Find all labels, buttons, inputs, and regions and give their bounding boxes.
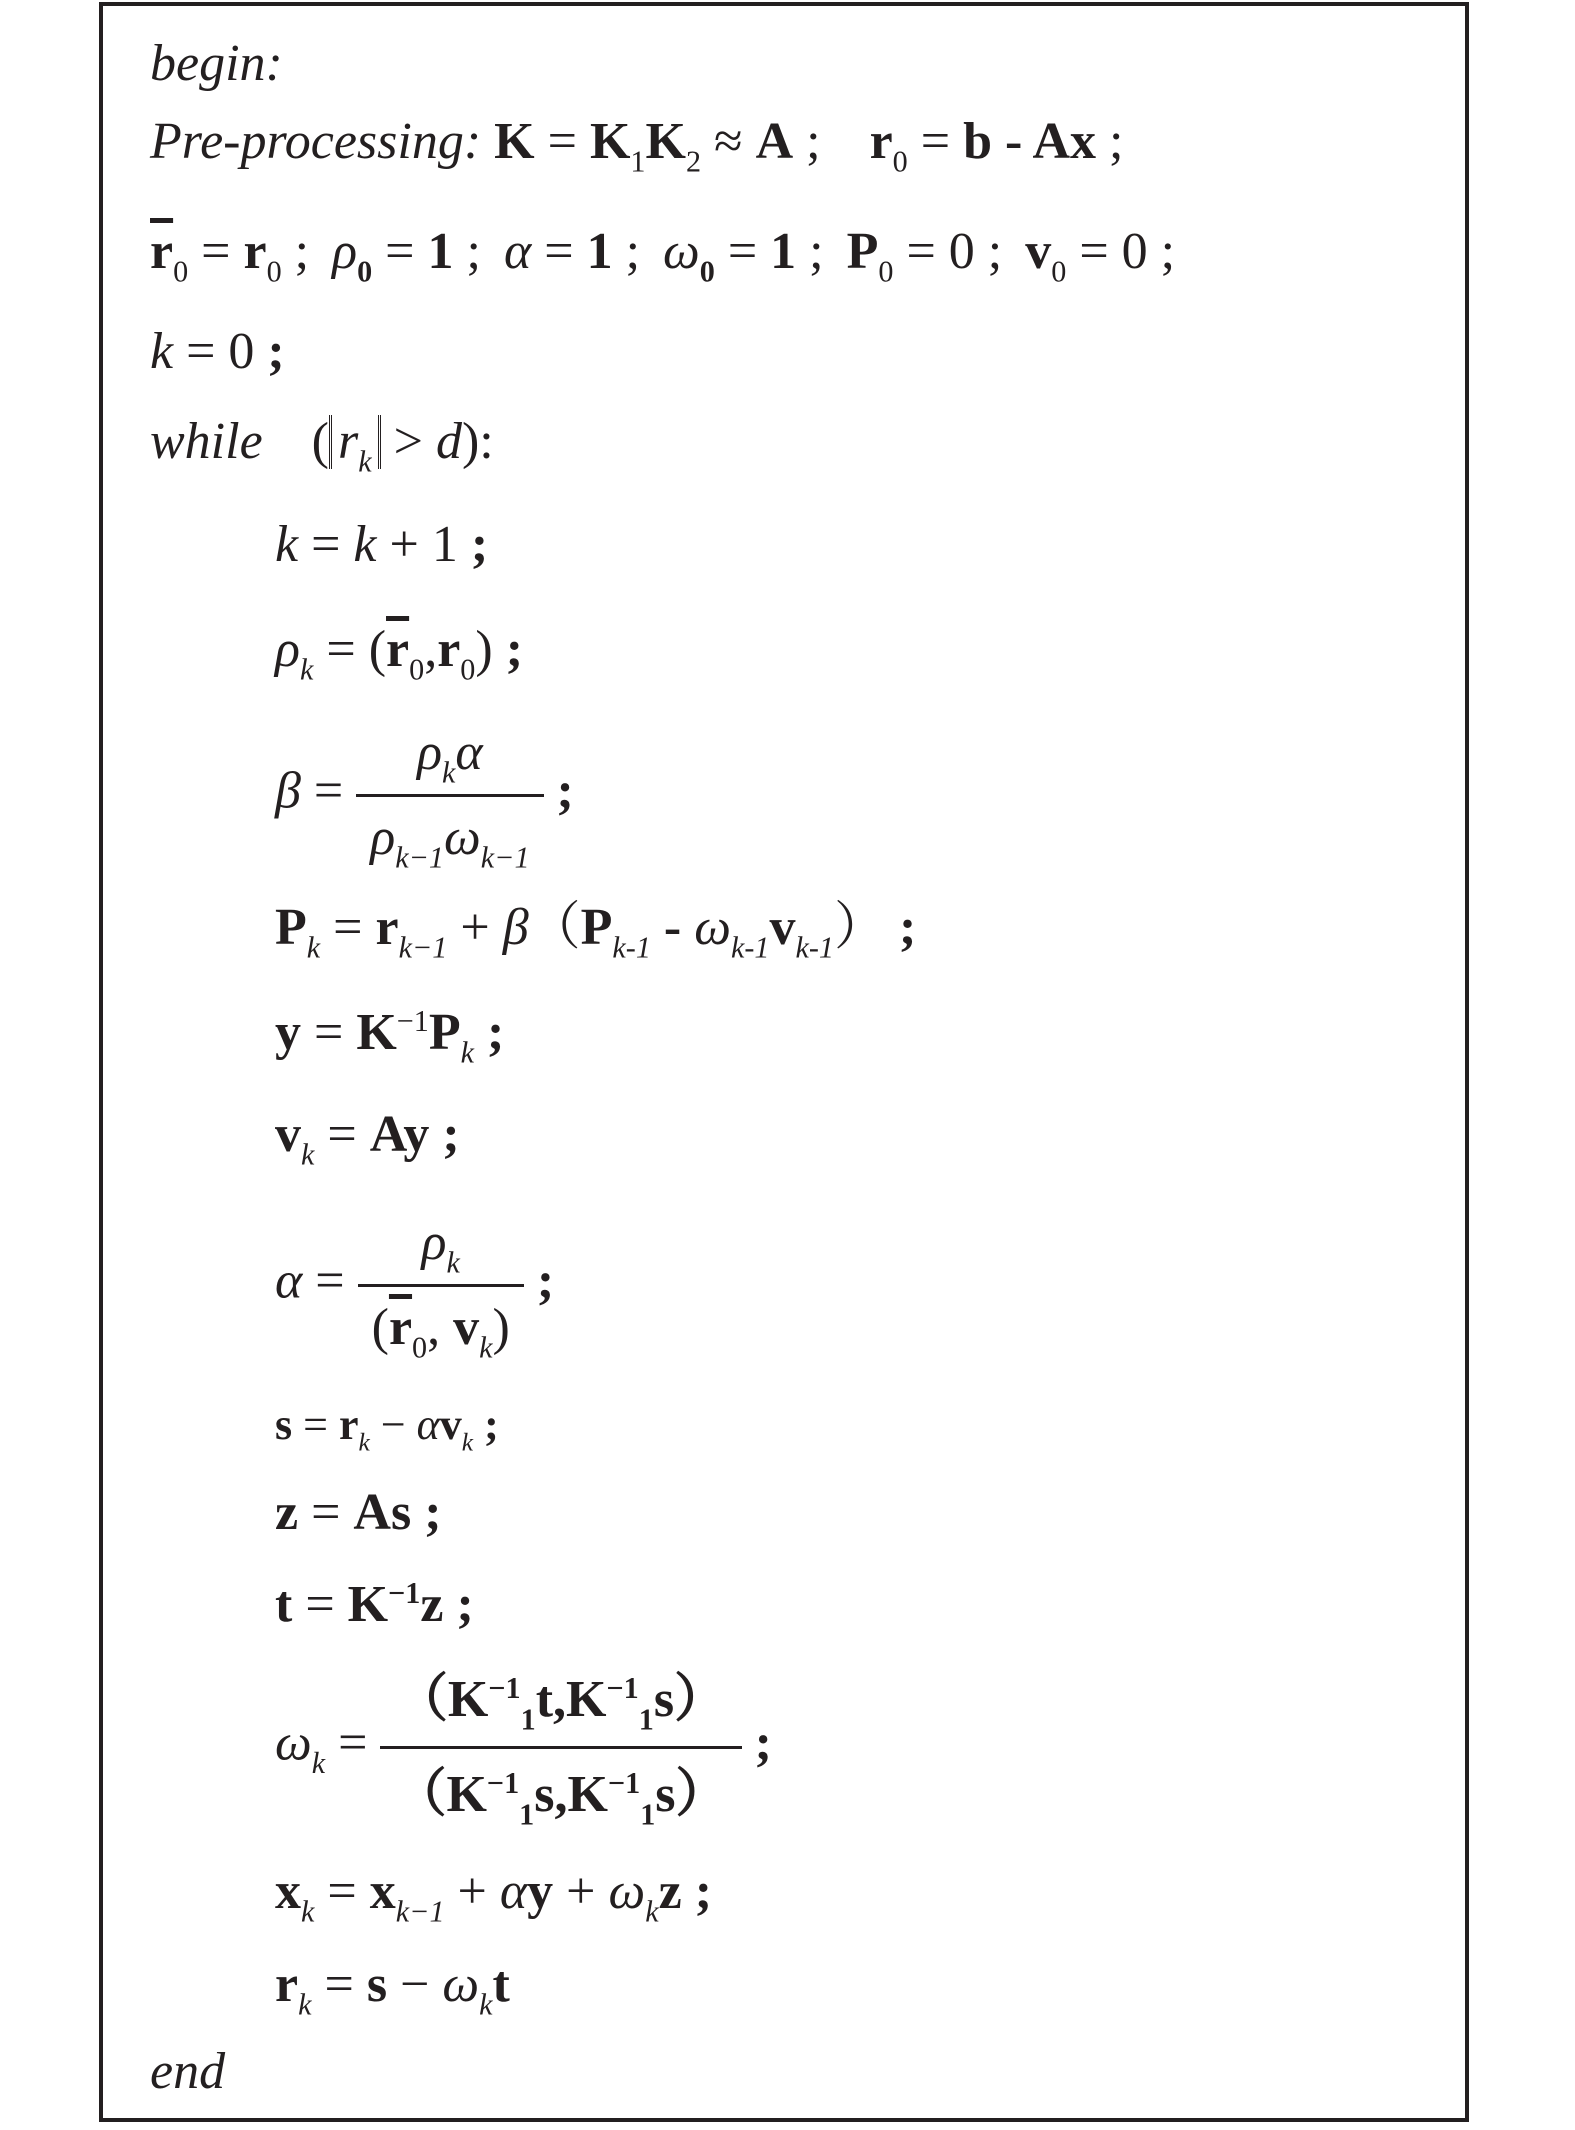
equals: = xyxy=(302,1252,358,1310)
separator: ; xyxy=(281,223,310,280)
close-paren: ） xyxy=(834,899,887,956)
equals: = xyxy=(292,1576,348,1633)
separator: ; xyxy=(543,762,574,820)
sub-k: k xyxy=(479,1330,493,1365)
sub-1: 1 xyxy=(640,1797,656,1832)
symbol-omega: ω xyxy=(663,223,700,280)
symbol-K: K xyxy=(356,1004,397,1061)
symbol-v: v xyxy=(275,1106,301,1163)
open-paren: ( xyxy=(311,413,329,470)
open-paren: （ xyxy=(528,899,581,956)
symbol-t: t, xyxy=(535,1671,567,1728)
step-omega xyxy=(275,1660,772,1835)
sub-2: 2 xyxy=(685,144,702,179)
equals: = xyxy=(301,1004,357,1061)
sub-k-minus-1: k-1 xyxy=(730,930,770,965)
while-line xyxy=(150,412,494,479)
fraction-numerator xyxy=(380,1660,741,1746)
close-paren: ） xyxy=(674,1671,727,1728)
equals: = xyxy=(188,223,244,280)
sub-1: 1 xyxy=(519,1797,535,1832)
expression-Ay: Ay xyxy=(369,1106,430,1163)
sub-k: k xyxy=(301,1137,315,1172)
sub-k: k xyxy=(301,1894,315,1929)
step-s xyxy=(275,1395,499,1455)
symbol-K: K xyxy=(447,1671,489,1728)
separator: ; xyxy=(411,1484,442,1541)
sub-k: k xyxy=(442,755,456,790)
separator: ; xyxy=(457,516,489,573)
equals: = xyxy=(534,113,590,170)
plus: + xyxy=(447,899,503,956)
symbol-beta: β xyxy=(275,762,301,820)
open-paren: （ xyxy=(395,1671,448,1728)
separator: ; xyxy=(1096,113,1124,170)
symbol-s: s xyxy=(655,1766,676,1823)
symbol-A: A xyxy=(755,113,794,170)
while-keyword: while xyxy=(150,413,263,470)
separator: ; xyxy=(1147,223,1176,280)
sub-k: k xyxy=(311,1746,326,1780)
close-paren: ): xyxy=(461,413,494,470)
sub-k: k xyxy=(446,1245,460,1280)
sub-k: k xyxy=(358,1427,370,1457)
symbol-omega: ω xyxy=(275,1714,312,1772)
equals: = xyxy=(893,223,949,280)
minus: − xyxy=(369,1400,417,1449)
open-paren: ( xyxy=(368,621,387,678)
equals: = xyxy=(531,223,587,280)
symbol-omega: ω xyxy=(442,1956,480,2013)
symbol-v: v xyxy=(453,1299,480,1356)
comma: , xyxy=(424,621,438,678)
symbol-k: k xyxy=(353,516,377,573)
symbol-x: x xyxy=(275,1863,301,1920)
symbol-K: K xyxy=(446,1766,487,1823)
symbol-alpha: α xyxy=(503,223,532,280)
preprocessing-label: Pre-processing: xyxy=(150,113,482,170)
step-x xyxy=(275,1862,713,1929)
sub-0: 0 xyxy=(173,254,189,289)
symbol-P: P xyxy=(428,1004,461,1061)
symbol-K2: K xyxy=(645,113,686,170)
symbol-z: z xyxy=(658,1863,682,1920)
equals: = xyxy=(313,621,369,678)
symbol-r: r xyxy=(275,1956,299,2013)
symbol-r: r xyxy=(869,113,893,170)
sub-0: 0 xyxy=(409,652,425,687)
k-init-line xyxy=(150,322,285,382)
equals: = xyxy=(320,899,376,956)
separator: ; xyxy=(473,1400,499,1449)
plus: + xyxy=(553,1863,609,1920)
symbol-k: k xyxy=(150,323,174,380)
sup-minus-1: −1 xyxy=(486,1765,520,1800)
symbol-rho: ρ xyxy=(417,724,443,781)
step-t xyxy=(275,1575,474,1635)
minus: − xyxy=(387,1956,443,2013)
symbol-v: v xyxy=(439,1400,462,1449)
symbol-rho: ρ xyxy=(370,809,396,866)
symbol-x: x xyxy=(369,1863,396,1920)
equals: = xyxy=(907,113,964,170)
symbol-omega: ω xyxy=(694,899,731,956)
equals: = xyxy=(298,1484,354,1541)
equals: = xyxy=(372,223,428,280)
close-paren: ） xyxy=(675,1766,728,1823)
approx-sign: ≈ xyxy=(701,113,756,170)
symbol-t: t xyxy=(275,1576,293,1633)
symbol-rho: ρ xyxy=(275,621,300,678)
equals: = xyxy=(714,223,771,280)
step-alpha xyxy=(275,1208,554,1363)
sub-k-minus-1: k−1 xyxy=(480,840,530,875)
P-value: 0 xyxy=(948,223,975,280)
separator: ; xyxy=(612,223,641,280)
separator: ; xyxy=(254,323,285,380)
separator: ; xyxy=(443,1576,474,1633)
sub-k: k xyxy=(645,1894,659,1929)
symbol-rho: ρ xyxy=(332,223,358,280)
symbol-z: z xyxy=(275,1484,299,1541)
sub-k-minus-1: k−1 xyxy=(398,930,448,965)
symbol-s: s xyxy=(275,1400,293,1449)
plus-one: + 1 xyxy=(376,516,458,573)
symbol-k: k xyxy=(275,516,299,573)
fraction-numerator xyxy=(356,718,543,794)
expression-As: As xyxy=(353,1484,412,1541)
symbol-K: K xyxy=(567,1766,608,1823)
symbol-rbar: $\overline{r}$ xyxy=(150,223,174,280)
omega-value: 1 xyxy=(770,223,797,280)
separator: ; xyxy=(741,1714,772,1772)
symbol-s: s xyxy=(366,1956,388,2013)
symbol-beta: β xyxy=(502,899,529,956)
symbol-P: P xyxy=(275,899,307,956)
step-increment-k xyxy=(275,515,488,575)
equals: = xyxy=(314,1106,370,1163)
sub-k: k xyxy=(461,1427,474,1457)
alpha-value: 1 xyxy=(586,223,613,280)
separator: ; xyxy=(796,223,824,280)
beta-fraction xyxy=(356,718,543,873)
step-v xyxy=(275,1105,460,1172)
symbol-r: r xyxy=(243,223,267,280)
symbol-alpha: α xyxy=(499,1863,528,1920)
equals: = xyxy=(311,1956,367,2013)
equals: = xyxy=(300,762,357,820)
sub-0: 0 xyxy=(412,1330,428,1365)
sub-k-minus-1: k-1 xyxy=(612,930,651,965)
symbol-z: z xyxy=(420,1576,444,1633)
step-beta xyxy=(275,718,574,873)
rho-value: 1 xyxy=(427,223,454,280)
symbol-s: s, xyxy=(534,1766,568,1823)
separator: ; xyxy=(681,1863,713,1920)
sup-minus-1: −1 xyxy=(396,1003,429,1038)
sub-0: 0 xyxy=(878,254,894,289)
step-z xyxy=(275,1483,442,1543)
symbol-y: y xyxy=(527,1863,554,1920)
step-rho xyxy=(275,620,524,687)
equals: = xyxy=(1066,223,1122,280)
sub-0: 0 xyxy=(266,254,282,289)
k-value: 0 xyxy=(228,323,255,380)
comma: , xyxy=(427,1299,454,1356)
symbol-omega: ω xyxy=(444,809,481,866)
sub-0: 0 xyxy=(460,652,476,687)
sub-k-minus-1: k-1 xyxy=(795,930,834,965)
step-r xyxy=(275,1955,510,2022)
symbol-s: s xyxy=(653,1671,675,1728)
sub-1: 1 xyxy=(520,1702,536,1737)
open-paren: （ xyxy=(394,1766,447,1823)
sub-k: k xyxy=(460,1035,475,1070)
symbol-r: r xyxy=(437,621,461,678)
close-paren: ) xyxy=(475,621,493,678)
residual-norm xyxy=(329,413,381,479)
equals: = xyxy=(325,1714,381,1772)
symbol-v: v xyxy=(1025,223,1052,280)
sup-minus-1: −1 xyxy=(607,1765,641,1800)
open-paren: ( xyxy=(371,1299,389,1356)
separator: ; xyxy=(429,1106,460,1163)
symbol-v: v xyxy=(769,899,796,956)
symbol-omega: ω xyxy=(608,1863,646,1920)
plus: + xyxy=(444,1863,500,1920)
greater-than: > xyxy=(380,413,436,470)
begin-keyword: begin: xyxy=(150,35,283,92)
sub-k: k xyxy=(306,930,321,965)
sub-k: k xyxy=(479,1987,493,2022)
fraction-denominator xyxy=(380,1746,741,1835)
symbol-t: t xyxy=(492,1956,510,2013)
sub-0: 0 xyxy=(1051,254,1067,289)
symbol-P: P xyxy=(846,223,879,280)
close-paren: ) xyxy=(492,1299,510,1356)
fraction-denominator xyxy=(358,1284,524,1363)
equals: = xyxy=(314,1863,370,1920)
symbol-K1: K xyxy=(589,113,631,170)
symbol-rbar: $\overline{r}$ xyxy=(386,621,410,678)
sub-k: k xyxy=(358,444,372,479)
end-keyword: end xyxy=(150,2043,226,2100)
symbol-r: r xyxy=(375,899,399,956)
separator: ; xyxy=(474,1004,505,1061)
symbol-y: y xyxy=(275,1004,301,1061)
init-line xyxy=(150,222,1176,289)
separator: ; xyxy=(453,223,481,280)
minus: - xyxy=(650,899,695,956)
preprocessing-line xyxy=(150,112,1124,179)
symbol-r: r xyxy=(338,1400,359,1449)
sub-0: 0 xyxy=(892,144,908,179)
sub-0: 0 xyxy=(699,254,715,289)
fraction-denominator xyxy=(356,794,543,873)
sup-minus-1: −1 xyxy=(388,1575,421,1610)
symbol-alpha: α xyxy=(455,724,483,781)
separator: ; xyxy=(974,223,1003,280)
symbol-K: K xyxy=(566,1671,607,1728)
symbol-K: K xyxy=(347,1576,389,1633)
separator: ; xyxy=(492,621,524,678)
v-value: 0 xyxy=(1121,223,1148,280)
separator: ; xyxy=(793,113,821,170)
sub-k: k xyxy=(299,652,314,687)
sub-1: 1 xyxy=(630,144,646,179)
alpha-fraction xyxy=(358,1208,524,1363)
sub-k: k xyxy=(298,1987,312,2022)
sub-1: 1 xyxy=(638,1702,654,1737)
sup-minus-1: −1 xyxy=(606,1670,639,1705)
separator: ; xyxy=(886,899,917,956)
symbol-rbar: $\overline{r}$ xyxy=(388,1299,413,1356)
symbol-K: K xyxy=(494,113,535,170)
residual-expression: b - Ax xyxy=(963,113,1096,170)
sup-minus-1: −1 xyxy=(488,1670,521,1705)
fraction-numerator xyxy=(358,1208,524,1284)
sub-k-minus-1: k−1 xyxy=(395,840,445,875)
symbol-alpha: α xyxy=(416,1400,440,1449)
step-P xyxy=(275,898,917,965)
symbol-d: d xyxy=(435,413,462,470)
symbol-rho: ρ xyxy=(421,1214,447,1271)
equals: = xyxy=(292,1400,339,1449)
symbol-alpha: α xyxy=(275,1252,303,1310)
sub-k-minus-1: k−1 xyxy=(395,1894,445,1929)
symbol-P: P xyxy=(580,899,613,956)
equals: = xyxy=(298,516,354,573)
equals: = xyxy=(173,323,229,380)
symbol-r: r xyxy=(338,413,359,470)
separator: ; xyxy=(523,1252,555,1310)
sub-0: 0 xyxy=(357,254,373,289)
step-y xyxy=(275,1003,505,1070)
omega-fraction xyxy=(380,1660,741,1835)
